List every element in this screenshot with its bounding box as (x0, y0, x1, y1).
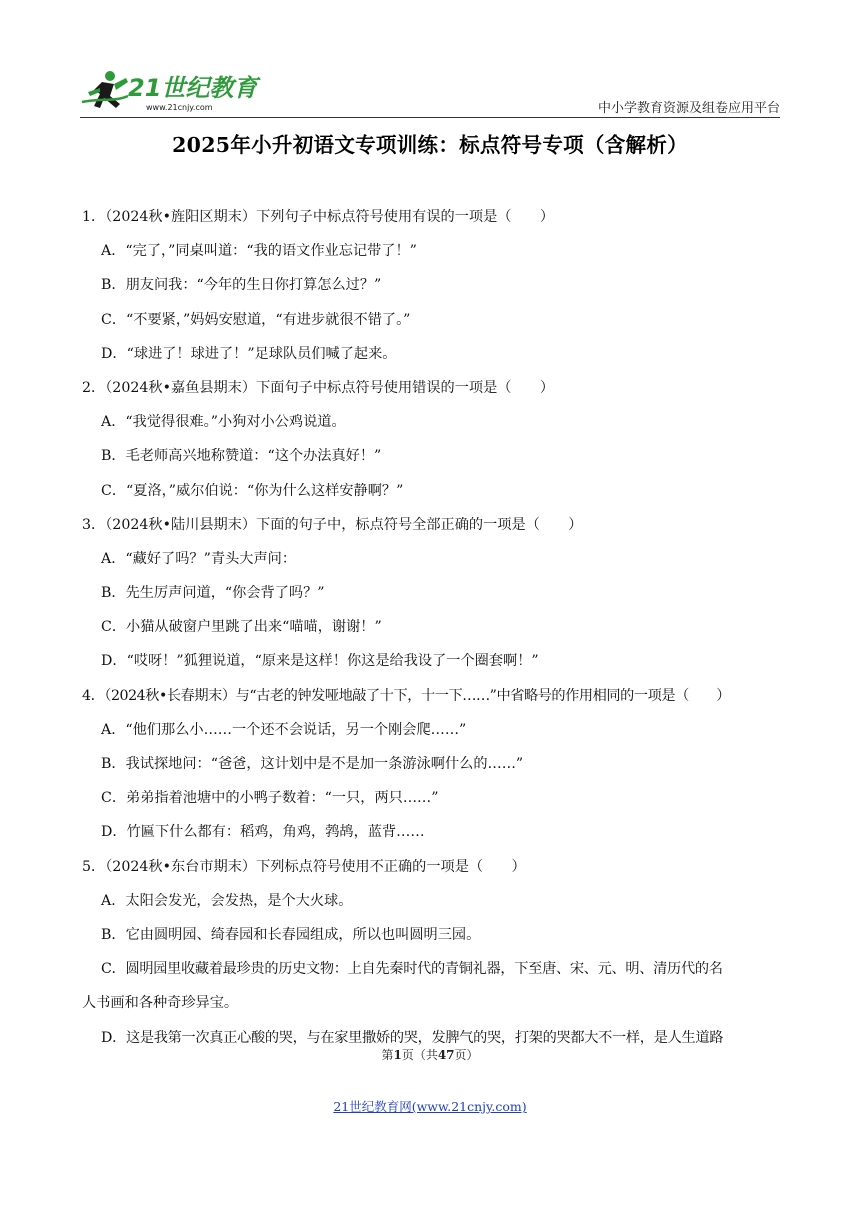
footer-link-container (0, 1097, 860, 1115)
current-page: 1 (393, 1048, 402, 1062)
option-a: A．“他们那么小……一个还不会说话，另一个刚会爬……” (101, 721, 467, 738)
question-stem: 1．（2024秋•旌阳区期末）下列句子中标点符号使用有误的一项是（ ） (82, 209, 555, 225)
platform-name: 中小学教育资源及组卷应用平台 (597, 101, 780, 116)
page-suffix: 页） (454, 1048, 479, 1062)
page-number (0, 1046, 860, 1063)
option-a: A．太阳会发光，会发热，是个大火球。 (101, 892, 353, 909)
total-pages: 47 (437, 1048, 455, 1062)
logo-wordmark: 21世纪教育 (128, 74, 258, 102)
option-b: B．我试探地问：“爸爸，这计划中是不是加一条游泳啊什么的……” (101, 756, 524, 772)
option-c: C．“夏洛，”威尔伯说：“你为什么这样安静啊？” (101, 482, 404, 499)
question-4 (82, 679, 782, 850)
page-header (80, 66, 780, 118)
header-divider (80, 117, 780, 118)
site-logo[interactable] (80, 68, 280, 116)
question-1 (82, 200, 782, 371)
option-c: C．小猫从破窗户里跳了出来“喵喵，谢谢！” (101, 619, 382, 636)
question-5 (82, 850, 782, 1055)
runner-logo-icon (80, 68, 280, 116)
option-a: A．“藏好了吗？”青头大声问： (101, 550, 297, 567)
option-d: D．“哎呀！”狐狸说道，“原来是这样！你这是给我设了一个圈套啊！” (101, 653, 539, 670)
option-c-continued: 人书画和各种奇珍异宝。 (82, 995, 239, 1012)
option-c: C．弟弟指着池塘中的小鸭子数着：“一只，两只……” (101, 790, 439, 807)
option-b: B．毛老师高兴地称赞道：“这个办法真好！” (101, 448, 382, 465)
logo-url: www.21cnjy.com (146, 103, 213, 112)
option-b: B．它由圆明园、绮春园和长春园组成，所以也叫圆明三园。 (101, 926, 481, 943)
option-c: C．圆明园里收藏着最珍贵的历史文物：上自先秦时代的青铜礼器，下至唐、宋、元、明、清历代的名 (101, 961, 723, 978)
question-3 (82, 508, 782, 679)
option-d: D．竹匾下什么都有：稻鸡，角鸡，鹁鸪，蓝背…… (101, 824, 425, 841)
question-stem: 2．（2024秋•嘉鱼县期末）下面句子中标点符号使用错误的一项是（ ） (82, 379, 555, 396)
document-title: 2025年小升初语文专项训练：标点符号专项（含解析） (172, 133, 688, 157)
option-b: B．朋友问我：“今年的生日你打算怎么过？” (101, 277, 382, 294)
site-link[interactable]: 21世纪教育网(www.21cnjy.com) (333, 1099, 527, 1114)
option-a: A．“我觉得很难。”小狗对小公鸡说道。 (101, 414, 346, 431)
question-stem: 5．（2024秋•东台市期末）下列标点符号使用不正确的一项是（ ） (82, 858, 526, 875)
option-d: D．“球进了！球进了！”足球队员们喊了起来。 (101, 345, 397, 362)
option-b: B．先生厉声问道，“你会背了吗？” (101, 585, 325, 602)
option-c: C．“不要紧，”妈妈安慰道，“有进步就很不错了。” (101, 311, 411, 328)
question-list (82, 200, 782, 1055)
question-stem: 4．（2024秋•长春期末）与“古老的钟发哑地敲了十下，十一下……”中省略号的作用相同的一项是（ ） (82, 687, 731, 704)
question-stem: 3．（2024秋•陆川县期末）下面的句子中，标点符号全部正确的一项是（ ） (82, 516, 583, 533)
page-mid: 页（共 (401, 1048, 438, 1062)
question-2 (82, 371, 782, 508)
option-d: D．这是我第一次真正心酸的哭，与在家里撒娇的哭，发脾气的哭，打架的哭都大不一样，是人生道路 (101, 1029, 724, 1046)
option-a: A．“完了，”同桌叫道：“我的语文作业忘记带了！” (101, 243, 417, 260)
page-prefix: 第 (381, 1048, 394, 1062)
